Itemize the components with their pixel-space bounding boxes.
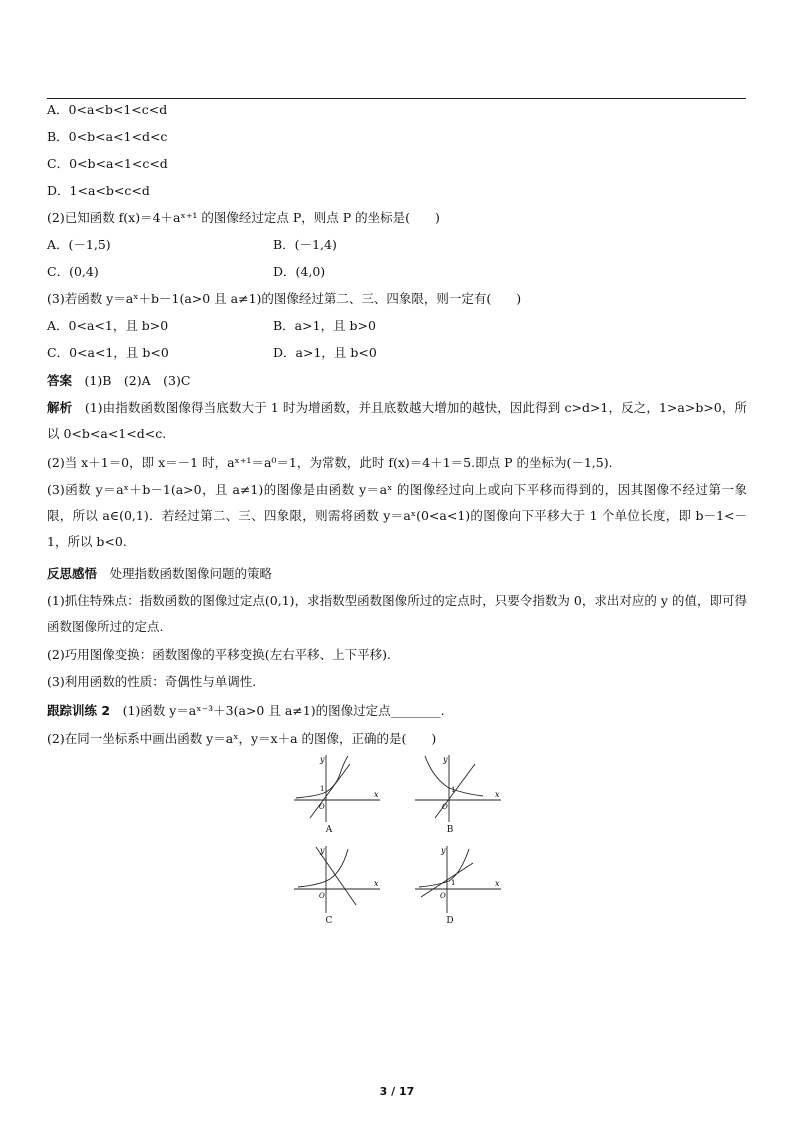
analysis-paragraph-2: (2)当 x＋1＝0，即 x＝－1 时，aˣ⁺¹＝a⁰＝1，为常数，此时 f(x)＝4＋1＝5.即点 P 的坐标为(－1,5).	[47, 455, 613, 470]
q1-option-d: D．1<a<b<c<d	[47, 183, 150, 198]
practice-q2: (2)在同一坐标系中画出函数 y＝aˣ，y＝x＋a 的图像，正确的是( )	[47, 731, 437, 746]
reflection-label: 反思感悟	[47, 566, 98, 581]
q1-option-a: A．0<a<b<1<c<d	[47, 102, 168, 117]
origin-label: O	[319, 892, 325, 900]
q3-option-c: C．0<a<1，且 b<0	[47, 345, 169, 360]
one-label: 1	[451, 786, 456, 794]
graph-c	[292, 843, 384, 926]
practice-q1-text: (1)函数 y＝aˣ⁻³＋3(a>0 且 a≠1)的图像过定点________.	[110, 703, 445, 718]
graph-c-label: C	[325, 916, 333, 926]
graph-a-plot	[292, 752, 384, 824]
q3-option-b: B．a>1，且 b>0	[273, 318, 376, 333]
graph-a-label: A	[325, 825, 333, 835]
page-number: 3 / 17	[379, 1085, 415, 1098]
y-axis-label: y	[443, 755, 448, 764]
reflection-title: 处理指数函数图像问题的策略	[97, 566, 273, 581]
analysis-paragraph-3: (3)函数 y＝aˣ＋b－1(a>0，且 a≠1)的图像是由函数 y＝aˣ 的图像经过向上或向下平移而得到的，因其图像不经过第一象限，所以 a∈(0,1)．若经过第二、三、四象限，则需将函数 y＝aˣ(0<a<1)的图像向下平移大于 1 个单位长度，即 b－1<－1，所以 b<0.	[47, 482, 747, 549]
graph-b-plot	[413, 752, 505, 824]
q3-stem: (3)若函数 y＝aˣ＋b－1(a>0 且 a≠1)的图像经过第二、三、四象限，则一定有( )	[47, 291, 522, 306]
answer-line	[47, 373, 190, 389]
origin-label: O	[442, 803, 448, 811]
one-label: 1	[320, 785, 325, 793]
q3-option-d: D．a>1，且 b<0	[273, 345, 377, 360]
x-axis-label: x	[495, 790, 500, 799]
top-rule	[47, 98, 746, 99]
analysis-text-1: (1)由指数函数图像得当底数大于 1 时为增函数，并且底数越大增加的越快，因此得到 c>d>1，反之，1>a>b>0，所以 0<b<a<1<d<c.	[47, 400, 747, 441]
one-label: 1	[451, 879, 456, 887]
graph-a	[292, 752, 384, 835]
graph-d	[413, 843, 505, 926]
practice-label: 跟踪训练 2	[47, 703, 111, 718]
answer-label: 答案	[47, 373, 73, 388]
graph-c-plot	[292, 843, 384, 915]
q3-option-a: A．0<a<1，且 b>0	[47, 318, 169, 333]
reflection-heading	[47, 566, 272, 582]
q2-option-c: C．(0,4)	[47, 264, 99, 279]
reflection-point-2: (2)巧用图像变换：函数图像的平移变换(左右平移、上下平移).	[47, 647, 391, 662]
analysis-label: 解析	[47, 400, 73, 415]
origin-label: O	[440, 892, 446, 900]
linear-line	[310, 764, 350, 818]
q2-option-b: B．(－1,4)	[273, 237, 337, 252]
y-axis-label: y	[320, 755, 325, 764]
graph-b-label: B	[446, 825, 454, 835]
graph-d-label: D	[446, 916, 454, 926]
y-axis-label: y	[441, 846, 446, 855]
graph-b	[413, 752, 505, 835]
q2-option-a: A．(－1,5)	[47, 237, 111, 252]
graph-d-plot	[413, 843, 505, 915]
analysis-paragraph-1	[47, 395, 747, 447]
x-axis-label: x	[495, 879, 500, 888]
x-axis-label: x	[374, 879, 379, 888]
q2-stem: (2)已知函数 f(x)＝4＋aˣ⁺¹ 的图像经过定点 P，则点 P 的坐标是( )	[47, 210, 440, 225]
reflection-point-3: (3)利用函数的性质：奇偶性与单调性.	[47, 674, 257, 689]
q1-option-b: B．0<b<a<1<d<c	[47, 129, 168, 144]
q1-option-c: C．0<b<a<1<c<d	[47, 156, 168, 171]
q2-option-d: D．(4,0)	[273, 264, 326, 279]
reflection-point-1: (1)抓住特殊点：指数函数的图像过定点(0,1)，求指数型函数图像所过的定点时，只要令指数为 0，求出对应的 y 的值，即可得函数图像所过的定点.	[47, 593, 747, 634]
answer-text: (1)B (2)A (3)C	[72, 373, 191, 388]
practice-q1	[47, 703, 445, 719]
origin-label: O	[319, 803, 325, 811]
y-axis-label: y	[320, 846, 325, 855]
x-axis-label: x	[374, 790, 379, 799]
